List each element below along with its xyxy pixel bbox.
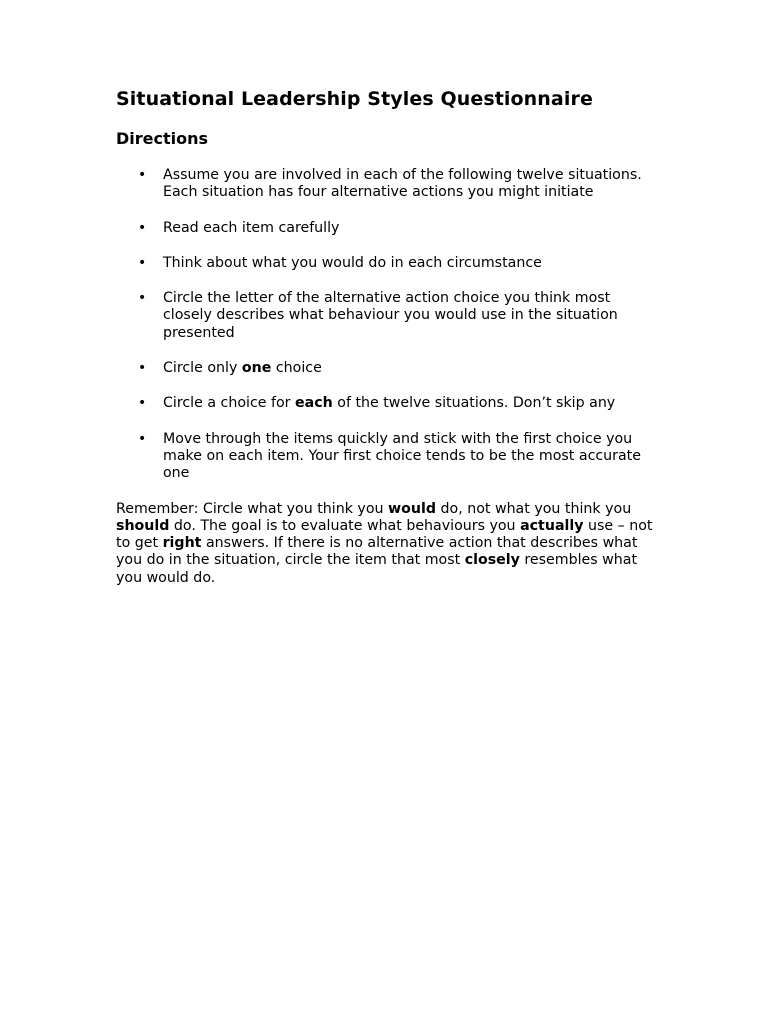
document-page — [116, 86, 661, 587]
section-heading-directions: Directions — [116, 129, 209, 148]
directions-list — [116, 167, 661, 483]
paragraph-text: do, not what you think you — [436, 500, 632, 517]
emphasis-text: actually — [520, 517, 584, 534]
emphasis-text: should — [116, 517, 170, 534]
remember-paragraph — [116, 501, 661, 587]
paragraph-text: answers. If there is no alternative action that describes what you do in the situation, circle the item that most — [116, 535, 638, 569]
paragraph-text: Remember: Circle what you think you — [116, 500, 389, 517]
list-item-text: Assume you are involved in each of the following twelve situations. Each situation has four alternative actions you might initiate — [163, 167, 642, 201]
emphasis-text: right — [162, 535, 202, 552]
paragraph-text: resembles what you would do. — [116, 552, 638, 586]
bullet-icon: • — [138, 290, 147, 307]
document-title: Situational Leadership Styles Questionnaire — [116, 88, 593, 110]
list-item-text: of the twelve situations. Don’t skip any — [332, 395, 616, 412]
bullet-icon: • — [138, 430, 147, 447]
bullet-icon: • — [138, 219, 147, 236]
list-item — [116, 167, 661, 202]
emphasis-text: one — [241, 360, 272, 377]
emphasis-text: closely — [464, 552, 520, 569]
list-item — [116, 220, 661, 237]
list-item — [116, 395, 661, 412]
list-item — [116, 431, 661, 483]
list-item-text: Circle a choice for — [163, 395, 296, 412]
list-item-text: Circle only — [163, 360, 242, 377]
list-item-text: choice — [271, 360, 322, 377]
list-item-text: Circle the letter of the alternative action choice you think most closely describes what behaviour you would use in the situation presented — [163, 290, 618, 341]
paragraph-text: use – not to get — [116, 517, 653, 552]
bullet-icon: • — [138, 167, 147, 183]
bullet-icon: • — [138, 360, 147, 377]
emphasis-text: each — [295, 395, 333, 412]
list-item-text: Move through the items quickly and stick with the first choice you make on each item. Your first choice tends to be the most accurate one — [163, 430, 641, 482]
bullet-icon: • — [138, 395, 147, 412]
list-item-text: Read each item carefully — [163, 219, 340, 236]
list-item — [116, 290, 661, 342]
bullet-icon: • — [138, 254, 147, 271]
list-item-text: Think about what you would do in each circumstance — [163, 254, 542, 271]
paragraph-text: do. The goal is to evaluate what behaviours you — [169, 517, 521, 534]
list-item — [116, 255, 661, 272]
emphasis-text: would — [388, 500, 436, 517]
list-item — [116, 360, 661, 377]
